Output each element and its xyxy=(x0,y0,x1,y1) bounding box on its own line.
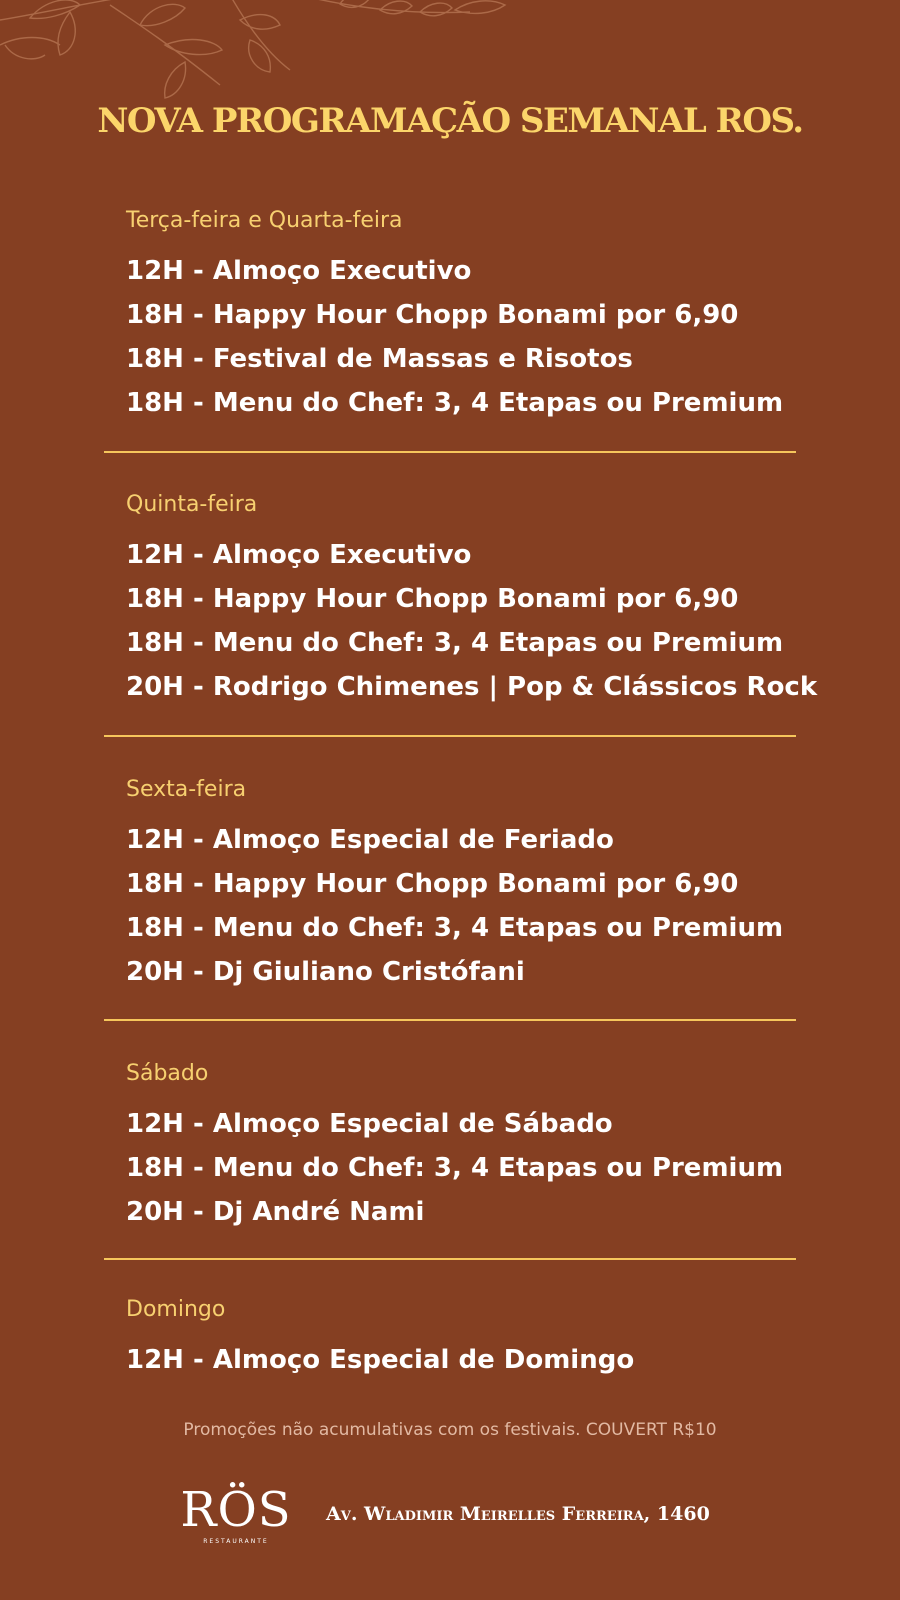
day-label: Sábado xyxy=(126,1061,209,1086)
restaurant-address: Av. Wladimir Meirelles Ferreira, 1460 xyxy=(326,1503,710,1525)
promo-disclaimer: Promoções não acumulativas com os festivais. COUVERT R$10 xyxy=(183,1420,717,1440)
section-divider xyxy=(104,1019,796,1021)
day-label: Domingo xyxy=(126,1297,226,1322)
leaf-branch-decoration xyxy=(0,0,520,100)
schedule-item: 12H - Almoço Especial de Feriado xyxy=(126,825,614,855)
section-divider xyxy=(104,735,796,737)
restaurant-logo xyxy=(168,1480,304,1552)
schedule-section-friday xyxy=(126,775,783,994)
schedule-item: 12H - Almoço Executivo xyxy=(126,256,472,286)
schedule-section-thursday xyxy=(126,490,817,709)
logo-wordmark: RÖS xyxy=(180,1482,292,1538)
schedule-section-saturday xyxy=(126,1059,783,1234)
day-label: Sexta-feira xyxy=(126,777,247,802)
schedule-item: 20H - Dj André Nami xyxy=(126,1197,425,1227)
schedule-item: 20H - Rodrigo Chimenes | Pop & Clássicos Rock xyxy=(126,672,818,702)
day-label: Terça-feira e Quarta-feira xyxy=(126,208,403,233)
schedule-item: 18H - Menu do Chef: 3, 4 Etapas ou Premium xyxy=(126,913,784,943)
schedule-item: 18H - Festival de Massas e Risotos xyxy=(126,344,633,374)
schedule-item: 20H - Dj Giuliano Cristófani xyxy=(126,957,525,987)
section-divider xyxy=(104,1258,796,1260)
schedule-item: 18H - Menu do Chef: 3, 4 Etapas ou Premium xyxy=(126,1153,784,1183)
schedule-item: 18H - Happy Hour Chopp Bonami por 6,90 xyxy=(126,869,739,899)
schedule-item: 18H - Happy Hour Chopp Bonami por 6,90 xyxy=(126,584,739,614)
schedule-item: 18H - Happy Hour Chopp Bonami por 6,90 xyxy=(126,300,739,330)
schedule-section-sunday xyxy=(126,1295,634,1382)
schedule-section-tuesday-wednesday xyxy=(126,206,783,425)
schedule-item: 18H - Menu do Chef: 3, 4 Etapas ou Premium xyxy=(126,628,784,658)
schedule-item: 12H - Almoço Executivo xyxy=(126,540,472,570)
section-divider xyxy=(104,451,796,453)
page-title: NOVA PROGRAMAÇÃO SEMANAL ROS. xyxy=(97,101,803,141)
schedule-item: 18H - Menu do Chef: 3, 4 Etapas ou Premium xyxy=(126,388,784,418)
logo-subtitle: RESTAURANTE xyxy=(203,1538,269,1545)
day-label: Quinta-feira xyxy=(126,492,258,517)
schedule-item: 12H - Almoço Especial de Domingo xyxy=(126,1345,635,1375)
schedule-item: 12H - Almoço Especial de Sábado xyxy=(126,1109,613,1139)
